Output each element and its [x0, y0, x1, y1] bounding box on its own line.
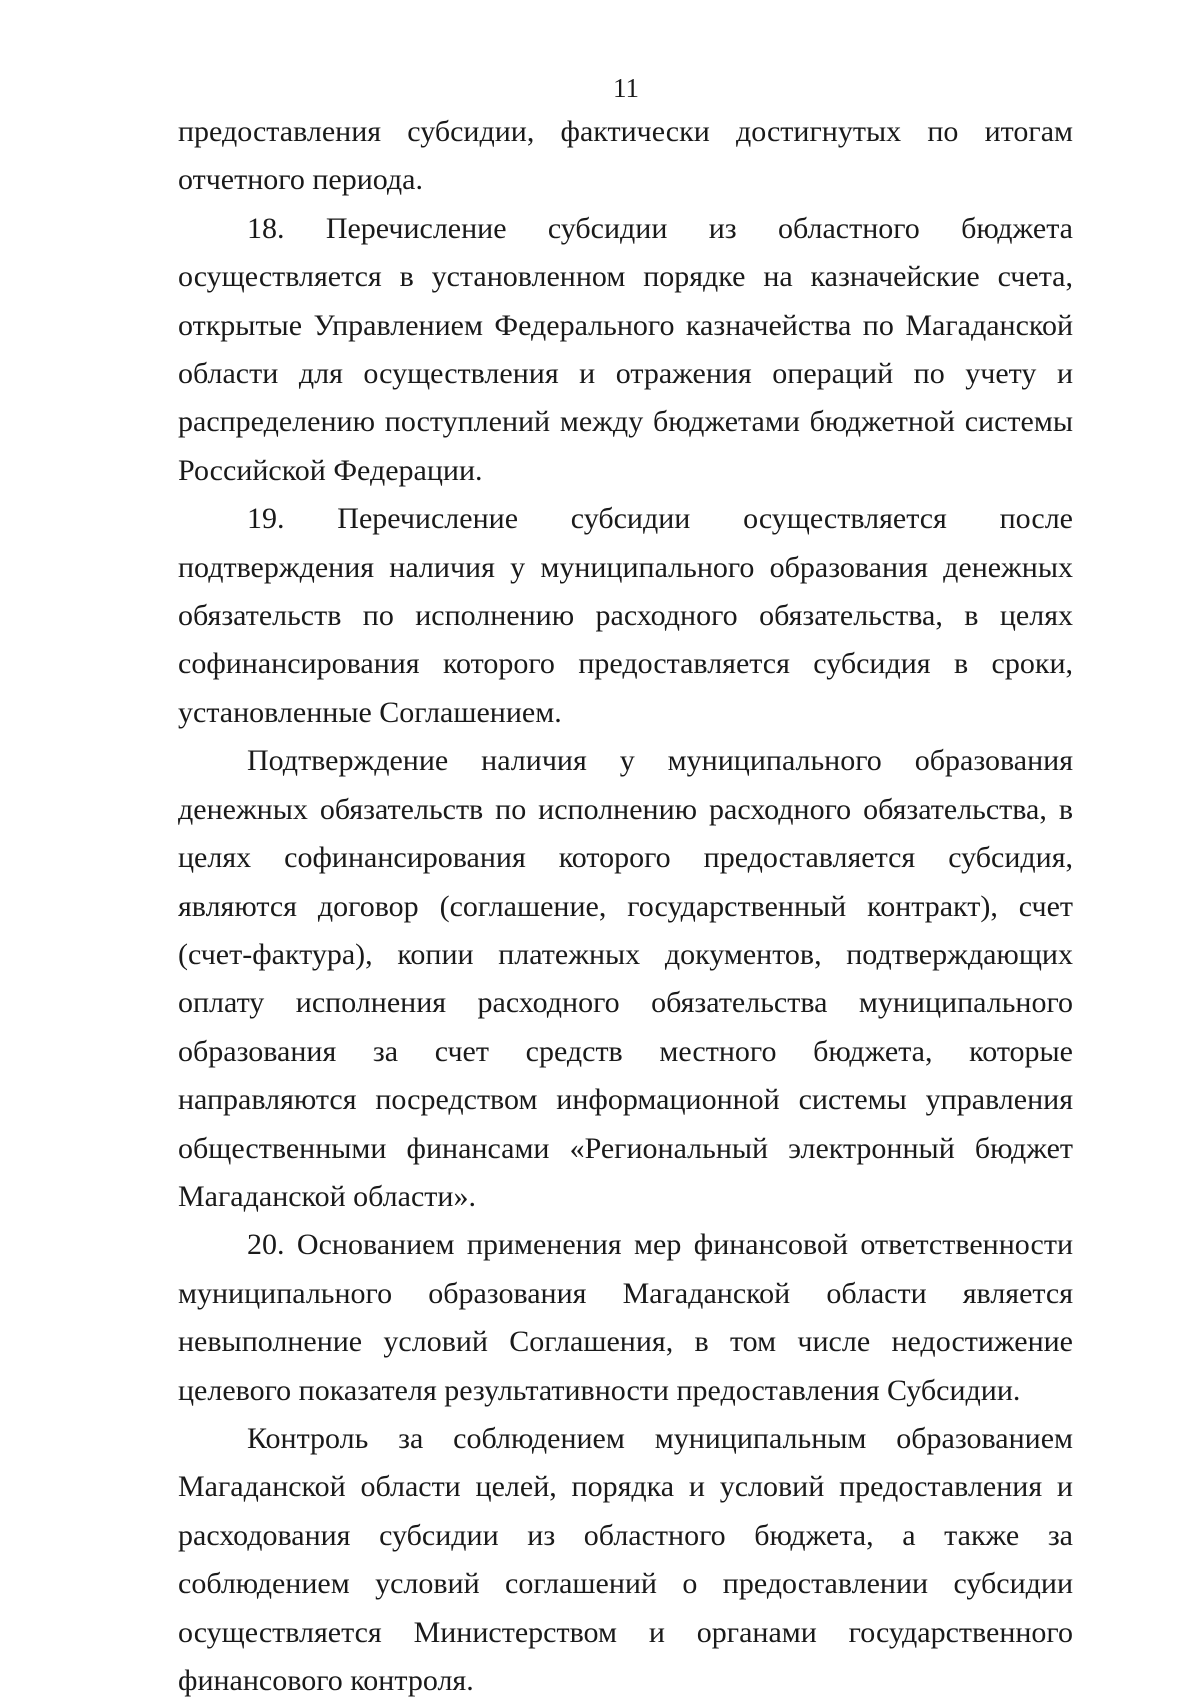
- paragraph-continuation: предоставления субсидии, фактически достигнутых по итогам отчетного периода.: [178, 115, 1073, 197]
- document-body: [178, 108, 1073, 1705]
- page-number: 11: [613, 73, 639, 103]
- paragraph-20: 20. Основанием применения мер финансовой ответственности муниципального образования Магаданской области является невыполнение условий Соглашения, в том числе недостижение целевого показателя результативности предоставления Субсидии.: [178, 1228, 1073, 1407]
- paragraph-18: 18. Перечисление субсидии из областного бюджета осуществляется в установленном порядке на казначейские счета, открытые Управлением Федерального казначейства по Магаданской области для осуществления и отражения операций по учету и распределению поступлений между бюджетами бюджетной системы Российской Федерации.: [178, 211, 1073, 487]
- paragraph-control: Контроль за соблюдением муниципальным образованием Магаданской области целей, порядка и условий предоставления и расходования субсидии из областного бюджета, а также за соблюдением условий соглашений о предоставлении субсидии осуществляется Министерством и органами государственного финансового контроля.: [178, 1421, 1073, 1697]
- paragraph-19: 19. Перечисление субсидии осуществляется после подтверждения наличия у муниципального образования денежных обязательств по исполнению расходного обязательства, в целях софинансирования которого предоставляется субсидия в сроки, установленные Соглашением.: [178, 502, 1073, 729]
- paragraph-confirmation: Подтверждение наличия у муниципального образования денежных обязательств по исполнению расходного обязательства, в целях софинансирования которого предоставляется субсидия, являются договор (соглашение, государственный контракт), счет (счет-фактура), копии платежных документов, подтверждающих оплату исполнения расходного обязательства муниципального образования за счет средств местного бюджета, которые направляются посредством информационной системы управления общественными финансами «Региональный электронный бюджет Магаданской области».: [178, 744, 1073, 1213]
